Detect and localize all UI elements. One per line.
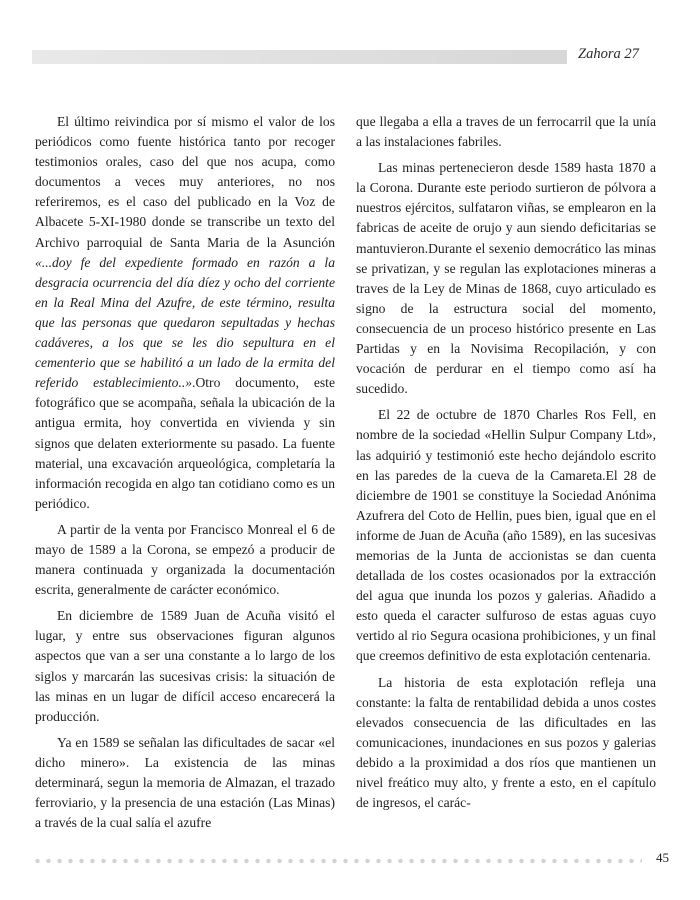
paragraph-text: El último reivindica por sí mismo el valor de los periódicos como fuente histórica tanto por recoger testimonios orales, caso del que nos acupa, como documentos a veces muy anteriores, no nos referiremos, es el caso del publicado en la Voz de Albacete 5-XI-1980 donde se transcribe un texto del Archivo parroquial de Santa Maria de la Asunción bbox=[35, 114, 335, 250]
running-header-title: Zahora 27 bbox=[578, 46, 639, 62]
paragraph: En diciembre de 1589 Juan de Acuña visitó el lugar, y entre sus observaciones figuran algunos aspectos que van a ser una constante a lo largo de los siglos y marcarán las sucesivas crisis: la situación de las minas en un lugar de difícil acceso encarecerá la producción. bbox=[35, 608, 335, 724]
paragraph: Las minas pertenecieron desde 1589 hasta 1870 a la Corona. Durante este periodo surtieron de pólvora a nuestros ejércitos, sulfataron viñas, se emplearon en la fabricas de aceite de orujo y aun siendo deficitarias se mantuvieron.Durante el sexenio democrático las minas se privatizan, y se regulan las explotaciones mineras a traves de la Ley de Minas de 1868, cuyo articulado es signo de la estructura social del momento, consecuencia de un proceso histórico presente en Las Partidas y en la Novisima Recopilación, y con vocación de perdurar en el tiempo como así ha sucedido. bbox=[356, 160, 656, 397]
left-text-column bbox=[35, 112, 335, 839]
paragraph: La historia de esta explotación refleja una constante: la falta de rentabilidad debida a unos costes elevados consecuencia de las dificultades en las comunicaciones, inundaciones en sus pozos y galerias debido a la proximidad a dos ríos que mantienen un nivel freático muy alto, y frente a esto, en el capítulo de ingresos, el carác- bbox=[356, 674, 656, 811]
paragraph: A partir de la venta por Francisco Monreal el 6 de mayo de 1589 a la Corona, se empezó a producir de manera continuada y organizada la documentación escrita, generalmente de carácter económico. bbox=[35, 521, 335, 598]
paragraph: que llegaba a ella a traves de un ferrocarril que la unía a las instalaciones fabriles. bbox=[356, 114, 656, 150]
paragraph: Ya en 1589 se señalan las dificultades de sacar «el dicho minero». La existencia de las minas determinará, segun la memoria de Almazan, el trazado ferroviario, y la presencia de una estación (Las Minas) a través de la cual salía el azufre bbox=[35, 734, 335, 831]
archive-quote: «...doy fe del expediente formado en razón a la desgracia ocurrencia del día díez y ocho del corriente en la Real Mina del Azufre, de este término, resulta que las personas que quedaron sepultadas y hechas cadáveres, a los que se les dio sepultura en el cementerio que se habilitó a un lado de la ermita del referido establecimiento..» bbox=[35, 254, 335, 391]
paragraph bbox=[35, 112, 335, 514]
paragraph: El 22 de octubre de 1870 Charles Ros Fell, en nombre de la sociedad «Hellin Sulpur Company Ltd», las adquirió y testimonió este hecho dejándolo escrito en las paredes de la cueva de la Camareta.El 28 de diciembre de 1901 se constituye la Sociedad Anónima Azufrera del Coto de Hellin, pues bien, igual que en el informe de Juan de Acuña (año 1589), en las sucesivas memorias de la Junta de accionistas se dan cuenta detallada de los costes ocasionados por la extracción del agua que inunda los pozos y galerias. Añadido a esto queda el caracter sulfuroso de estas aguas cuyo vertido al rio Segura ocasiona prohibiciones, y un final que creemos definitivo de esta explotación centenaria. bbox=[356, 407, 656, 664]
right-text-column bbox=[356, 112, 656, 819]
page-number: 45 bbox=[656, 850, 669, 865]
header-decorative-bar bbox=[32, 50, 567, 64]
footer-decorative-dots bbox=[32, 858, 642, 864]
paragraph-text: .Otro documento, este fotográfico que se acompaña, señala la ubicación de la antigua ermita, hoy convertida en vivienda y sin signos que delaten exteriormente su pasado. La fuente material, una excavación arqueológica, completaría la información recogida en algo tan cotidiano como es un periódico. bbox=[35, 375, 335, 511]
